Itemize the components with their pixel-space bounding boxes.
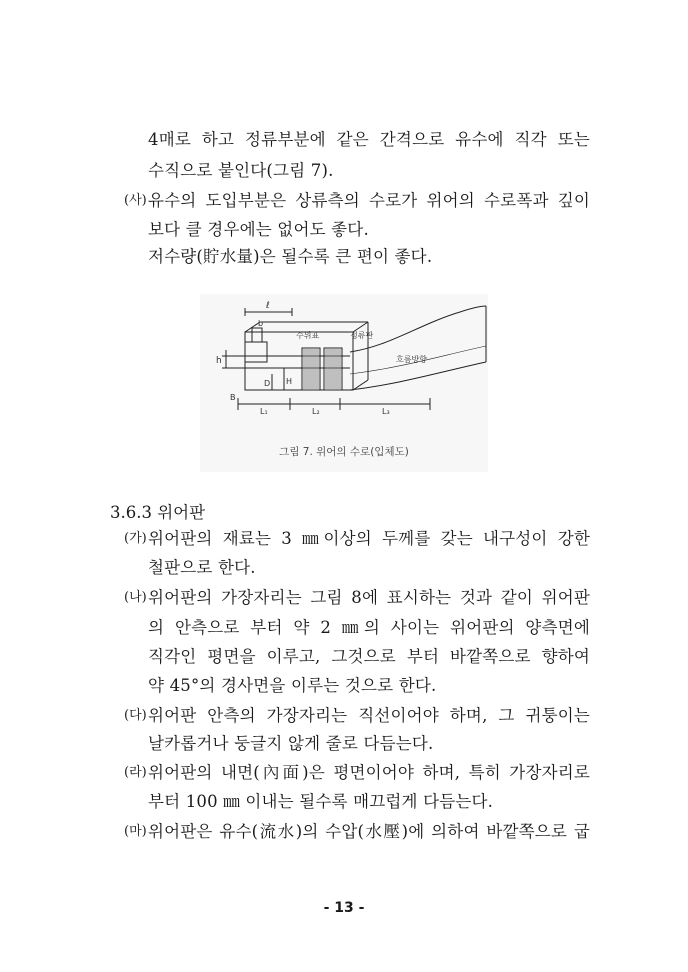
item-na-line-3: 직각인 평면을 이루고, 그것으로 부터 바깥쪽으로 향하여 <box>148 647 590 666</box>
label-rectifier: 정류판 <box>350 331 374 340</box>
section-heading: 3.6.3 위어판 <box>110 503 206 522</box>
item-ra-line-1: 위어판의 내면(內面)은 평면이어야 하며, 특히 가장자리로 <box>148 763 590 782</box>
item-na-marker: (나) <box>124 590 147 605</box>
item-sa-line-2: 보다 클 경우에는 없어도 좋다. <box>148 220 369 239</box>
item-sa-line-1: 유수의 도입부분은 상류측의 수로가 위어의 수로폭과 깊이 <box>148 191 590 210</box>
weir-channel-diagram <box>200 294 488 444</box>
intro-line-2: 수직으로 붙인다(그림 7). <box>148 161 334 180</box>
figure-caption: 그림 7. 위어의 수로(입체도) <box>279 446 409 458</box>
item-da-line-1: 위어판 안측의 가장자리는 직선이어야 하며, 그 귀퉁이는 <box>148 706 590 725</box>
label-L1: L₁ <box>260 407 268 416</box>
label-D: D <box>264 379 271 388</box>
item-sa-line-3: 저수량(貯水量)은 될수록 큰 편이 좋다. <box>148 247 433 266</box>
item-ga-line-2: 철판으로 한다. <box>148 558 256 577</box>
item-na-line-1: 위어판의 가장자리는 그림 8에 표시하는 것과 같이 위어판 <box>148 588 590 607</box>
item-sa-marker: (사) <box>124 193 147 208</box>
item-na-line-2: 의 안측으로 부터 약 2 ㎜의 사이는 위어판의 양측면에 <box>148 618 590 637</box>
item-ra-line-2: 부터 100 ㎜ 이내는 될수록 매끄럽게 다듬는다. <box>148 792 494 811</box>
item-da-marker: (다) <box>124 708 147 723</box>
item-ga-marker: (가) <box>124 531 147 546</box>
item-ma-marker: (마) <box>124 824 147 839</box>
item-da-line-2: 날카롭거나 둥글지 않게 줄로 다듬는다. <box>148 734 434 753</box>
label-H: H <box>286 377 293 386</box>
item-ra-marker: (라) <box>124 765 147 780</box>
label-gauge: 수위표 <box>296 331 320 340</box>
label-flow-direction: 흐름방향 <box>396 355 427 364</box>
label-l: ℓ <box>266 301 270 311</box>
label-b: b <box>258 319 264 328</box>
page-number: - 13 - <box>323 900 365 916</box>
label-h: h <box>216 356 222 366</box>
intro-line-1: 4매로 하고 정류부분에 같은 간격으로 유수에 직각 또는 <box>148 130 590 149</box>
label-L3: L₃ <box>382 407 390 416</box>
label-L2: L₂ <box>312 407 320 416</box>
figure-7 <box>200 294 488 472</box>
item-ga-line-1: 위어판의 재료는 3 ㎜이상의 두께를 갖는 내구성이 강한 <box>148 529 590 548</box>
label-B: B <box>230 393 236 402</box>
item-ma-line-1: 위어판은 유수(流水)의 수압(水壓)에 의하여 바깥쪽으로 굽 <box>148 822 590 841</box>
item-na-line-4: 약 45°의 경사면을 이루는 것으로 한다. <box>148 676 437 695</box>
